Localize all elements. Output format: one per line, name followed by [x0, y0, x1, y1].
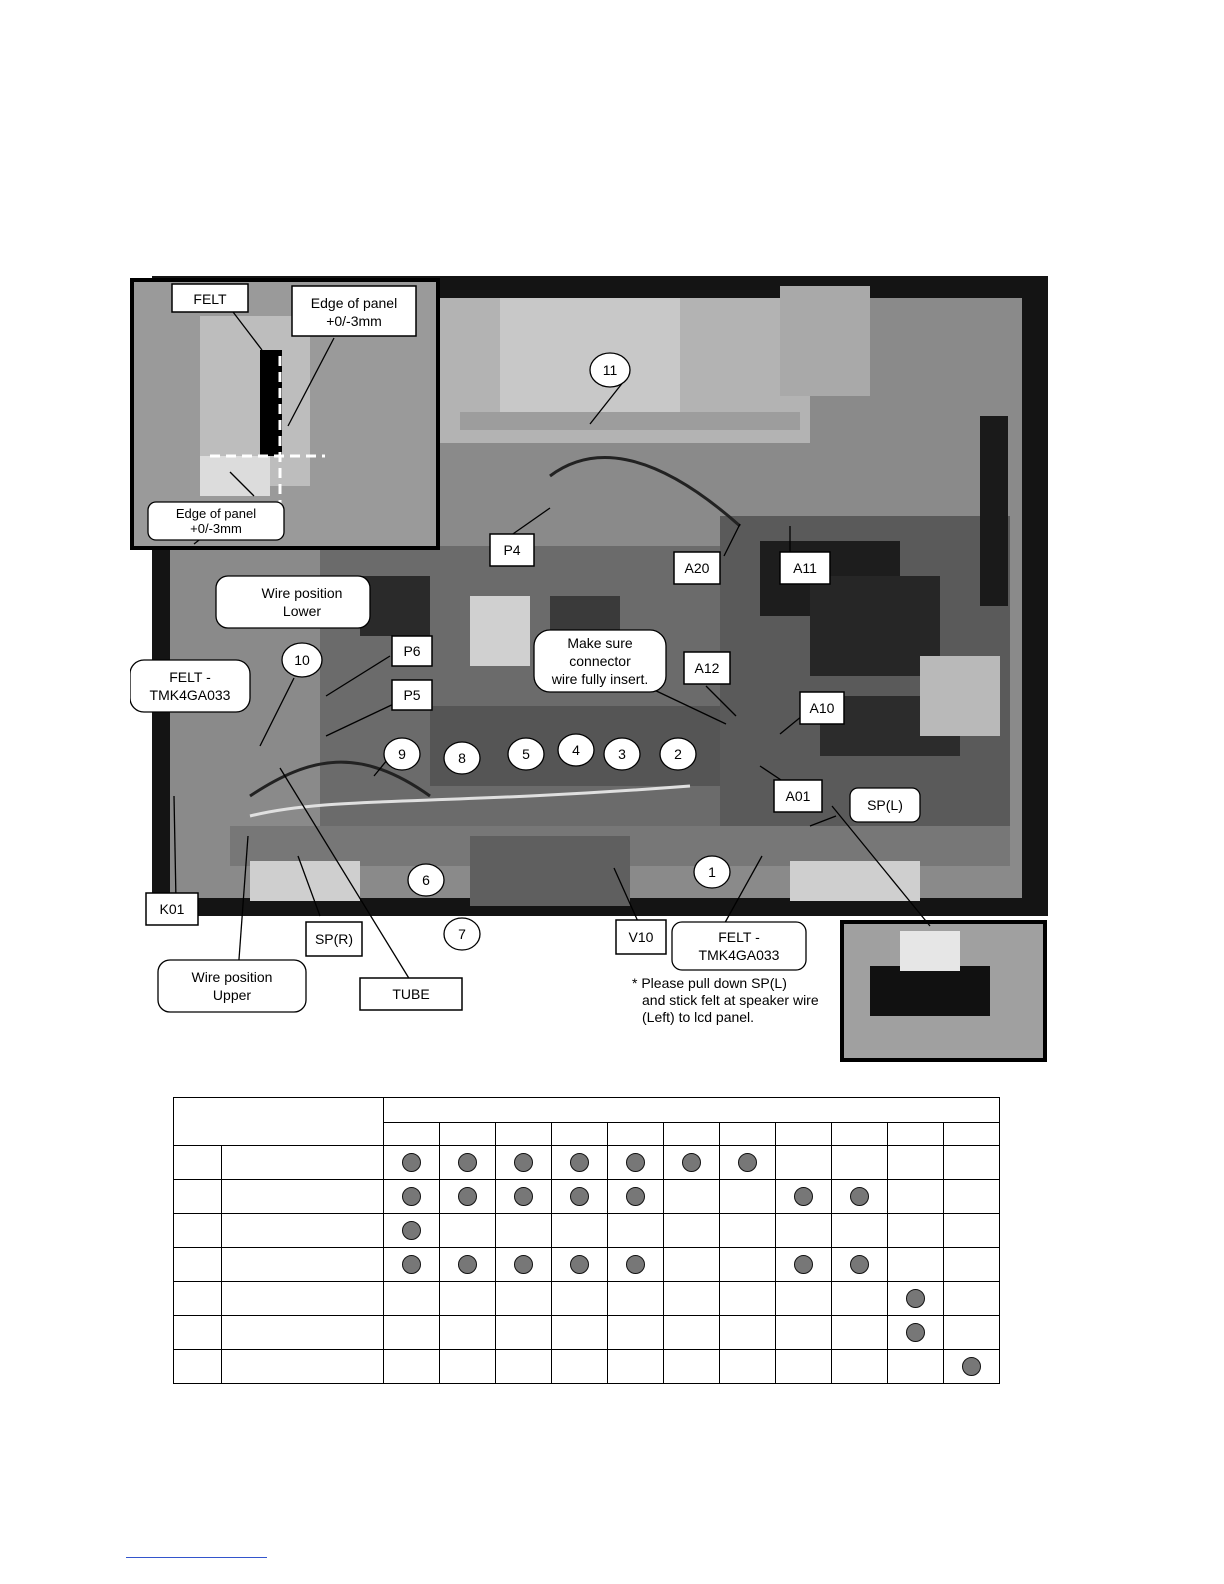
table-header-cell [608, 1123, 664, 1146]
table-cell [664, 1350, 720, 1384]
felt-bottom-line1: FELT - [718, 929, 760, 945]
filled-dot-icon [906, 1323, 925, 1342]
filled-dot-icon [402, 1187, 421, 1206]
filled-dot-icon [962, 1357, 981, 1376]
table-cell [440, 1214, 496, 1248]
table-cell [496, 1316, 552, 1350]
number-1: 1 [708, 864, 716, 880]
table-cell [496, 1248, 552, 1282]
filled-dot-icon [458, 1187, 477, 1206]
table-cell [552, 1214, 608, 1248]
number-3: 3 [618, 746, 626, 762]
filled-dot-icon [850, 1255, 869, 1274]
row-index-cell [174, 1214, 222, 1248]
table-row [174, 1248, 1000, 1282]
callout-wire-upper [158, 960, 306, 1012]
number-8: 8 [458, 750, 466, 766]
table-cell [888, 1282, 944, 1316]
filled-dot-icon [850, 1187, 869, 1206]
table-cell [440, 1350, 496, 1384]
table-cell [384, 1146, 440, 1180]
table-cell [888, 1350, 944, 1384]
table-cell [944, 1316, 1000, 1350]
row-label-cell [222, 1248, 384, 1282]
filled-dot-icon [514, 1187, 533, 1206]
row-index-cell [174, 1180, 222, 1214]
filled-dot-icon [626, 1187, 645, 1206]
row-label-cell [222, 1282, 384, 1316]
table-cell [888, 1146, 944, 1180]
table-cell [944, 1248, 1000, 1282]
table-header-cell [440, 1123, 496, 1146]
table-cell [552, 1316, 608, 1350]
felt-top-label: FELT [193, 291, 227, 307]
table-cell [720, 1214, 776, 1248]
table-cell [776, 1350, 832, 1384]
table-cell [608, 1282, 664, 1316]
felt-left-line2: TMK4GA033 [149, 687, 231, 703]
table-cell [440, 1316, 496, 1350]
table-cell [720, 1146, 776, 1180]
table-cell [776, 1316, 832, 1350]
assembly-check-table [173, 1097, 1000, 1384]
row-label-cell [222, 1146, 384, 1180]
table-cell [888, 1248, 944, 1282]
edge-inset-line1: Edge of panel [175, 506, 257, 521]
make-sure-line1: Make sure [567, 635, 633, 651]
table-cell [384, 1180, 440, 1214]
table-cell [944, 1350, 1000, 1384]
table-row [174, 1282, 1000, 1316]
table-cell [496, 1214, 552, 1248]
table-cell [664, 1248, 720, 1282]
p6-label: P6 [403, 643, 421, 659]
filled-dot-icon [570, 1153, 589, 1172]
table-cell [664, 1180, 720, 1214]
edge-top-label-line2: +0/-3mm [326, 313, 382, 329]
row-index-cell [174, 1248, 222, 1282]
number-5: 5 [522, 746, 530, 762]
filled-dot-icon [570, 1255, 589, 1274]
wire-upper-line1: Wire position [191, 969, 273, 985]
table-cell [888, 1180, 944, 1214]
filled-dot-icon [794, 1187, 813, 1206]
table-header-row-1 [174, 1098, 1000, 1123]
spl-label: SP(L) [867, 797, 903, 813]
table-cell [608, 1146, 664, 1180]
filled-dot-icon [626, 1153, 645, 1172]
table-cell [944, 1214, 1000, 1248]
a12-label: A12 [694, 660, 720, 676]
table-cell [888, 1316, 944, 1350]
table-header-cell [552, 1123, 608, 1146]
table-header-cell [384, 1123, 440, 1146]
table-cell [776, 1214, 832, 1248]
a20-label: A20 [684, 560, 710, 576]
wire-upper-line2: Upper [212, 987, 252, 1003]
row-label-cell [222, 1180, 384, 1214]
filled-dot-icon [794, 1255, 813, 1274]
row-index-cell [174, 1316, 222, 1350]
table-cell [496, 1180, 552, 1214]
table-header-cell [888, 1123, 944, 1146]
table-cell [720, 1282, 776, 1316]
table-row [174, 1316, 1000, 1350]
table-cell [776, 1180, 832, 1214]
filled-dot-icon [458, 1153, 477, 1172]
table-cell [384, 1350, 440, 1384]
number-9: 9 [398, 746, 406, 762]
table-cell [440, 1282, 496, 1316]
table-cell [608, 1214, 664, 1248]
filled-dot-icon [514, 1255, 533, 1274]
a11-label: A11 [793, 560, 817, 576]
filled-dot-icon [402, 1255, 421, 1274]
table-cell [832, 1214, 888, 1248]
table-header-cell [720, 1123, 776, 1146]
filled-dot-icon [570, 1187, 589, 1206]
chassis-photo [130, 276, 1048, 1064]
make-sure-line3: wire fully insert. [551, 671, 649, 687]
table-cell [720, 1316, 776, 1350]
table-cell [944, 1146, 1000, 1180]
table-cell [832, 1146, 888, 1180]
table-row [174, 1214, 1000, 1248]
table-cell [776, 1146, 832, 1180]
table-cell [440, 1180, 496, 1214]
table-cell [720, 1350, 776, 1384]
filled-dot-icon [906, 1289, 925, 1308]
wire-lower-line2: Lower [282, 603, 322, 619]
filled-dot-icon [458, 1255, 477, 1274]
row-index-cell [174, 1146, 222, 1180]
table-cell [832, 1350, 888, 1384]
table-cell [552, 1146, 608, 1180]
row-index-cell [174, 1282, 222, 1316]
edge-top-label-line1: Edge of panel [310, 295, 398, 311]
table-header-cell [944, 1123, 1000, 1146]
table-cell [944, 1180, 1000, 1214]
table-cell [496, 1146, 552, 1180]
table-cell [552, 1180, 608, 1214]
table-cell [664, 1214, 720, 1248]
edge-inset-line2: +0/-3mm [190, 521, 242, 536]
table-cell [720, 1248, 776, 1282]
table-row [174, 1350, 1000, 1384]
table-cell [440, 1146, 496, 1180]
number-7: 7 [458, 926, 466, 942]
table-cell [608, 1248, 664, 1282]
table-row [174, 1180, 1000, 1214]
make-sure-line2: connector [569, 653, 631, 669]
row-label-cell [222, 1316, 384, 1350]
table-cell [664, 1146, 720, 1180]
row-label-cell [222, 1350, 384, 1384]
table-cell [552, 1248, 608, 1282]
row-label-cell [222, 1214, 384, 1248]
table-cell [608, 1316, 664, 1350]
table-cell [496, 1282, 552, 1316]
footer-rule [126, 1557, 267, 1558]
table-cell [384, 1248, 440, 1282]
number-6: 6 [422, 872, 430, 888]
table-cell [944, 1282, 1000, 1316]
table-header-span [384, 1098, 1000, 1123]
wire-lower-line1: Wire position [261, 585, 343, 601]
filled-dot-icon [682, 1153, 701, 1172]
tube-label: TUBE [392, 986, 430, 1002]
table-cell [832, 1316, 888, 1350]
number-2: 2 [674, 746, 682, 762]
v10-label: V10 [628, 929, 654, 945]
table-cell [384, 1316, 440, 1350]
table-header-cell [664, 1123, 720, 1146]
number-11: 11 [602, 362, 618, 378]
note-line1: * Please pull down SP(L) [632, 975, 787, 991]
felt-bottom-line2: TMK4GA033 [698, 947, 780, 963]
table-cell [888, 1214, 944, 1248]
table-cell [776, 1282, 832, 1316]
table-cell [776, 1248, 832, 1282]
k01-label: K01 [159, 901, 185, 917]
filled-dot-icon [402, 1221, 421, 1240]
filled-dot-icon [738, 1153, 757, 1172]
number-4: 4 [572, 742, 580, 758]
table-header-cell [832, 1123, 888, 1146]
table-cell [440, 1248, 496, 1282]
number-10: 10 [294, 652, 310, 668]
filled-dot-icon [514, 1153, 533, 1172]
table-cell [552, 1350, 608, 1384]
note-line3: (Left) to lcd panel. [642, 1009, 755, 1025]
row-index-cell [174, 1350, 222, 1384]
p4-label: P4 [503, 542, 521, 558]
p5-label: P5 [403, 687, 421, 703]
table-cell [664, 1316, 720, 1350]
a10-label: A10 [809, 700, 835, 716]
callout-felt-left [130, 660, 250, 712]
note-line2: and stick felt at speaker wire [642, 992, 819, 1008]
table-cell [832, 1282, 888, 1316]
table-cell [608, 1180, 664, 1214]
table-cell [832, 1248, 888, 1282]
table-cell [496, 1350, 552, 1384]
table-cell [552, 1282, 608, 1316]
felt-left-line1: FELT - [169, 669, 211, 685]
table-cell [664, 1282, 720, 1316]
table-header-corner [174, 1098, 384, 1146]
table-cell [608, 1350, 664, 1384]
filled-dot-icon [626, 1255, 645, 1274]
table-cell [384, 1214, 440, 1248]
a01-label: A01 [785, 788, 811, 804]
table-row [174, 1146, 1000, 1180]
table-header-cell [776, 1123, 832, 1146]
table-cell [384, 1282, 440, 1316]
table-cell [720, 1180, 776, 1214]
table-header-cell [496, 1123, 552, 1146]
spr-label: SP(R) [314, 931, 354, 947]
table-cell [832, 1180, 888, 1214]
callout-wire-lower [216, 576, 370, 628]
filled-dot-icon [402, 1153, 421, 1172]
